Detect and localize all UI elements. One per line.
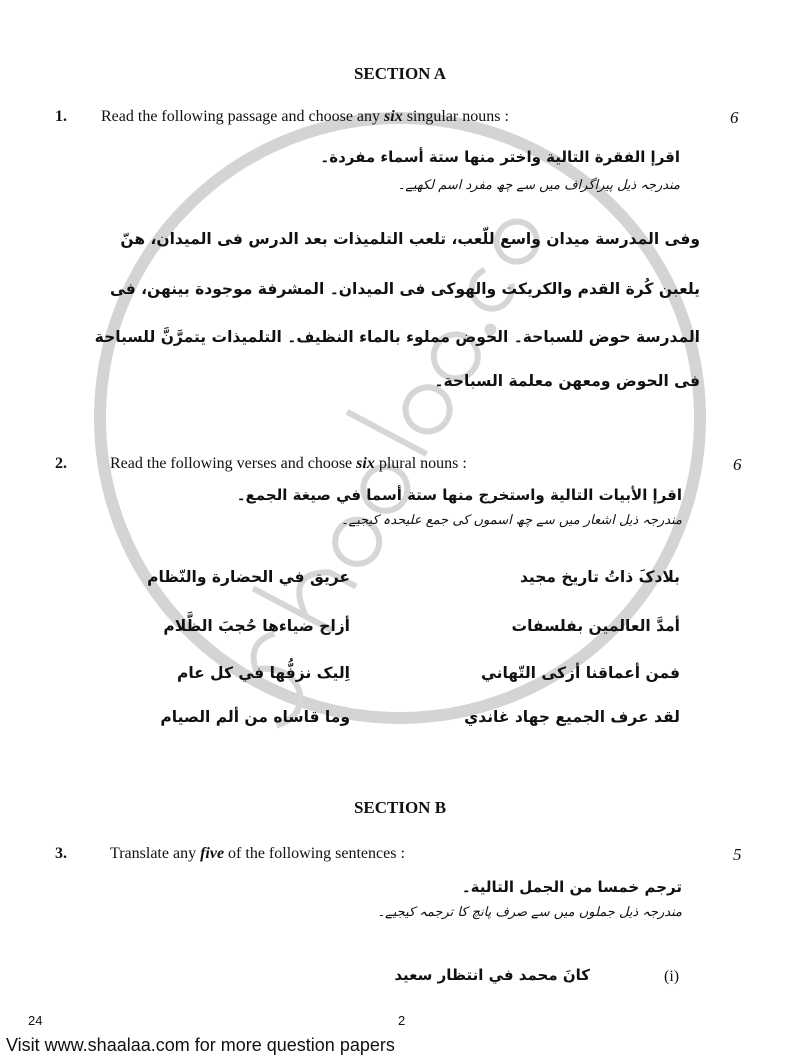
verse-left: عریق في الحضارة والنّظام <box>147 568 350 586</box>
q3-text <box>110 845 405 863</box>
item-label: (i) <box>664 968 680 985</box>
q3-text-pre: Translate any <box>110 845 201 862</box>
verse-left: اِلیک نزفُّها في کل عام <box>176 664 350 682</box>
q2-arabic-instruction: اقرإ الأبیات التالیة واستخرج منها ستة أسما في صیغة الجمع۔ <box>236 486 682 504</box>
page-number-center: 2 <box>398 1013 406 1028</box>
q1-text-post: singular nouns : <box>402 108 509 125</box>
q1-marks: 6 <box>730 108 739 127</box>
verse-right: بلادکَ ذاتُ تاریخ مجید <box>519 568 680 586</box>
verse-right: أمدَّ العالمین بفلسفات <box>511 617 680 635</box>
q2-number: 2. <box>55 455 67 472</box>
item-text: کانَ محمد في انتظار سعید <box>394 966 590 984</box>
passage-line: وفی المدرسة میدان واسع للّعب، تلعب التلمیذات بعد الدرس فی المیدان، هنّ <box>120 230 700 248</box>
passage-line: المدرسة حوض للسباحة۔ الحوض مملوء بالماء النظیف۔ التلمیذات یتمرَّنَّ للسباحة <box>94 328 700 346</box>
verse-right: فمن أعماقنا أزکی التّهاني <box>480 664 680 682</box>
verse-right: لقد عرف الجمیع جهاد غاندي <box>464 708 680 726</box>
q2-text-post: plural nouns : <box>374 455 467 472</box>
q1-arabic-instruction: اقرإ الفقرة التالية واختر منها ستة أسماء مفردة۔ <box>320 148 680 166</box>
q1-text-em: six <box>384 108 403 125</box>
footer-visit-link[interactable]: Visit www.shaalaa.com for more question papers <box>6 1035 395 1055</box>
section-b-heading: SECTION B <box>353 798 447 817</box>
q2-text <box>110 455 467 473</box>
q2-text-pre: Read the following verses and choose <box>110 455 357 472</box>
q3-arabic-instruction: ترجم خمسا من الجمل التالیة۔ <box>461 878 682 896</box>
q3-number: 3. <box>55 845 67 862</box>
q1-text-pre: Read the following passage and choose any <box>101 108 385 125</box>
q3-marks: 5 <box>733 845 742 864</box>
q3-text-post: of the following sentences : <box>224 845 405 862</box>
q2-urdu-instruction: مندرجہ ذیل اشعار میں سے چھ اسموں کی جمع علیحدہ کیجیے۔ <box>340 513 682 528</box>
q3-text-em: five <box>200 845 225 862</box>
verse-left: وما قاساه من ألم الصیام <box>160 708 350 726</box>
passage-line: فی الحوض ومعهن معلمة السباحة۔ <box>434 372 700 390</box>
q2-text-em: six <box>356 455 375 472</box>
section-a-heading: SECTION A <box>353 64 447 83</box>
q1-number: 1. <box>55 108 67 125</box>
passage-line: یلعبن کُرة القدم والکریکت والهوکی فی المیدان۔ المشرفة موجودة بینهن، فی <box>109 280 700 298</box>
page-number-left: 24 <box>28 1013 43 1028</box>
verse-left: أزاح ضیاءها حُجبَ الظَّلام <box>163 617 350 635</box>
q1-text <box>101 108 509 126</box>
q1-urdu-instruction: مندرجہ ذیل پیراگراف میں سے چھ مفرد اسم لکھیے۔ <box>397 178 680 193</box>
q3-urdu-instruction: مندرجہ ذیل جملوں میں سے صرف پانچ کا ترجمہ کیجیے۔ <box>377 905 682 920</box>
q2-marks: 6 <box>733 455 742 474</box>
